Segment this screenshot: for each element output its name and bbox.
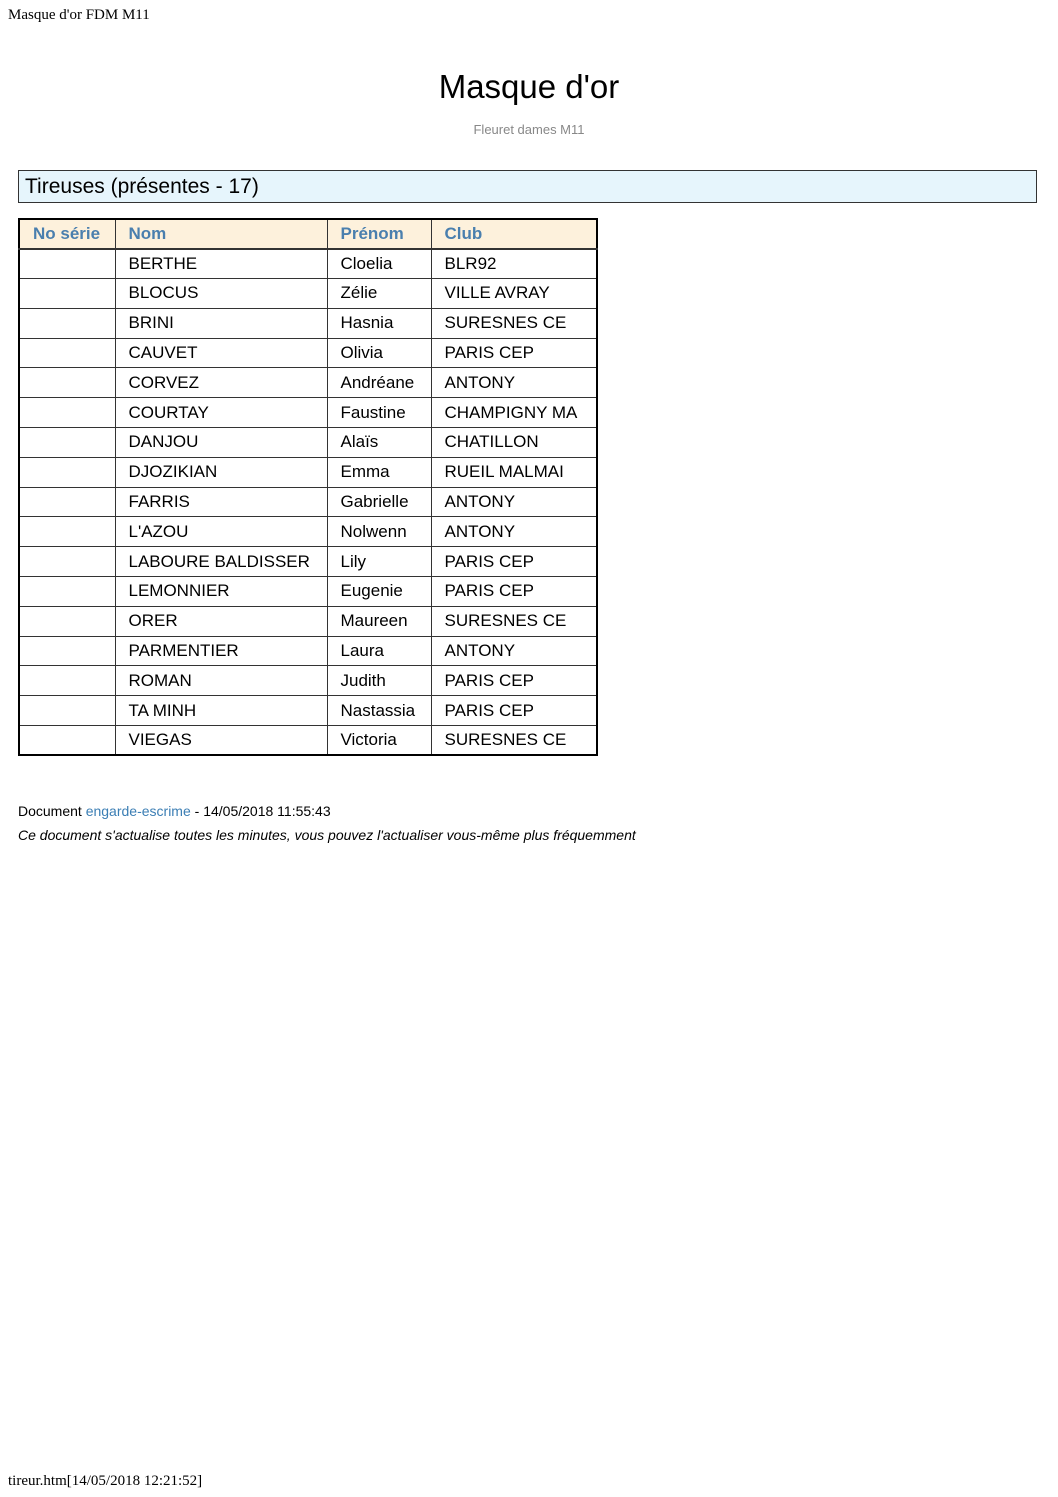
club-cell: SURESNES CE bbox=[431, 308, 597, 338]
club-cell: CHATILLON bbox=[431, 428, 597, 458]
nom-cell: FARRIS bbox=[115, 487, 327, 517]
no-serie-cell bbox=[19, 696, 115, 726]
nom-cell: LEMONNIER bbox=[115, 577, 327, 607]
club-cell: CHAMPIGNY MA bbox=[431, 398, 597, 428]
club-cell: ANTONY bbox=[431, 487, 597, 517]
prenom-cell: Nastassia bbox=[327, 696, 431, 726]
table-row bbox=[19, 696, 597, 726]
refresh-note: Ce document s'actualise toutes les minutes, vous pouvez l'actualiser vous-même plus fréquemment bbox=[18, 827, 636, 843]
nom-cell: L'AZOU bbox=[115, 517, 327, 547]
nom-cell: COURTAY bbox=[115, 398, 327, 428]
prenom-cell: Alaïs bbox=[327, 428, 431, 458]
club-cell: PARIS CEP bbox=[431, 696, 597, 726]
club-cell: VILLE AVRAY bbox=[431, 279, 597, 309]
column-header-nom: Nom bbox=[115, 219, 327, 249]
table-header bbox=[19, 219, 597, 249]
table-row bbox=[19, 666, 597, 696]
prenom-cell: Nolwenn bbox=[327, 517, 431, 547]
prenom-cell: Hasnia bbox=[327, 308, 431, 338]
nom-cell: CORVEZ bbox=[115, 368, 327, 398]
club-cell: PARIS CEP bbox=[431, 547, 597, 577]
page-title: Masque d'or bbox=[438, 68, 620, 105]
nom-cell: ROMAN bbox=[115, 666, 327, 696]
no-serie-cell bbox=[19, 428, 115, 458]
nom-cell: BERTHE bbox=[115, 249, 327, 279]
no-serie-cell bbox=[19, 606, 115, 636]
column-header-no-serie: No série bbox=[19, 219, 115, 249]
nom-cell: LABOURE BALDISSER bbox=[115, 547, 327, 577]
nom-cell: VIEGAS bbox=[115, 726, 327, 756]
nom-cell: BRINI bbox=[115, 308, 327, 338]
nom-cell: DANJOU bbox=[115, 428, 327, 458]
fencers-table bbox=[18, 218, 598, 756]
no-serie-cell bbox=[19, 666, 115, 696]
club-cell: SURESNES CE bbox=[431, 726, 597, 756]
page-subtitle: Fleuret dames M11 bbox=[473, 122, 585, 137]
no-serie-cell bbox=[19, 577, 115, 607]
prenom-cell: Maureen bbox=[327, 606, 431, 636]
prenom-cell: Victoria bbox=[327, 726, 431, 756]
print-header: Masque d'or FDM M11 bbox=[8, 7, 150, 23]
table-row bbox=[19, 517, 597, 547]
club-cell: BLR92 bbox=[431, 249, 597, 279]
table-row bbox=[19, 577, 597, 607]
table-row bbox=[19, 487, 597, 517]
table-row bbox=[19, 279, 597, 309]
prenom-cell: Lily bbox=[327, 547, 431, 577]
table-row bbox=[19, 547, 597, 577]
document-timestamp: - 14/05/2018 11:55:43 bbox=[190, 803, 331, 819]
table-row bbox=[19, 636, 597, 666]
document-prefix: Document bbox=[18, 803, 86, 819]
nom-cell: BLOCUS bbox=[115, 279, 327, 309]
no-serie-cell bbox=[19, 368, 115, 398]
no-serie-cell bbox=[19, 308, 115, 338]
no-serie-cell bbox=[19, 398, 115, 428]
no-serie-cell bbox=[19, 636, 115, 666]
table-row bbox=[19, 457, 597, 487]
prenom-cell: Olivia bbox=[327, 338, 431, 368]
club-cell: RUEIL MALMAI bbox=[431, 457, 597, 487]
column-header-prenom: Prénom bbox=[327, 219, 431, 249]
no-serie-cell bbox=[19, 457, 115, 487]
no-serie-cell bbox=[19, 249, 115, 279]
prenom-cell: Zélie bbox=[327, 279, 431, 309]
nom-cell: ORER bbox=[115, 606, 327, 636]
prenom-cell: Eugenie bbox=[327, 577, 431, 607]
section-title: Tireuses (présentes - 17) bbox=[25, 175, 259, 198]
no-serie-cell bbox=[19, 338, 115, 368]
table-row bbox=[19, 428, 597, 458]
section-header bbox=[18, 170, 1037, 203]
no-serie-cell bbox=[19, 517, 115, 547]
prenom-cell: Judith bbox=[327, 666, 431, 696]
table-row bbox=[19, 249, 597, 279]
prenom-cell: Laura bbox=[327, 636, 431, 666]
no-serie-cell bbox=[19, 726, 115, 756]
nom-cell: CAUVET bbox=[115, 338, 327, 368]
prenom-cell: Faustine bbox=[327, 398, 431, 428]
table-header-row bbox=[19, 219, 597, 249]
document-info bbox=[18, 803, 331, 819]
table-row bbox=[19, 368, 597, 398]
table-row bbox=[19, 606, 597, 636]
no-serie-cell bbox=[19, 547, 115, 577]
prenom-cell: Emma bbox=[327, 457, 431, 487]
nom-cell: TA MINH bbox=[115, 696, 327, 726]
club-cell: ANTONY bbox=[431, 368, 597, 398]
prenom-cell: Andréane bbox=[327, 368, 431, 398]
club-cell: PARIS CEP bbox=[431, 666, 597, 696]
club-cell: PARIS CEP bbox=[431, 577, 597, 607]
table-row bbox=[19, 726, 597, 756]
engarde-link[interactable]: engarde-escrime bbox=[85, 803, 191, 819]
prenom-cell: Gabrielle bbox=[327, 487, 431, 517]
no-serie-cell bbox=[19, 487, 115, 517]
club-cell: ANTONY bbox=[431, 636, 597, 666]
prenom-cell: Cloelia bbox=[327, 249, 431, 279]
table-body bbox=[19, 249, 597, 756]
club-cell: PARIS CEP bbox=[431, 338, 597, 368]
club-cell: SURESNES CE bbox=[431, 606, 597, 636]
nom-cell: DJOZIKIAN bbox=[115, 457, 327, 487]
table-row bbox=[19, 308, 597, 338]
nom-cell: PARMENTIER bbox=[115, 636, 327, 666]
no-serie-cell bbox=[19, 279, 115, 309]
table-row bbox=[19, 398, 597, 428]
table-row bbox=[19, 338, 597, 368]
print-footer: tireur.htm[14/05/2018 12:21:52] bbox=[8, 1473, 203, 1489]
club-cell: ANTONY bbox=[431, 517, 597, 547]
column-header-club: Club bbox=[431, 219, 597, 249]
